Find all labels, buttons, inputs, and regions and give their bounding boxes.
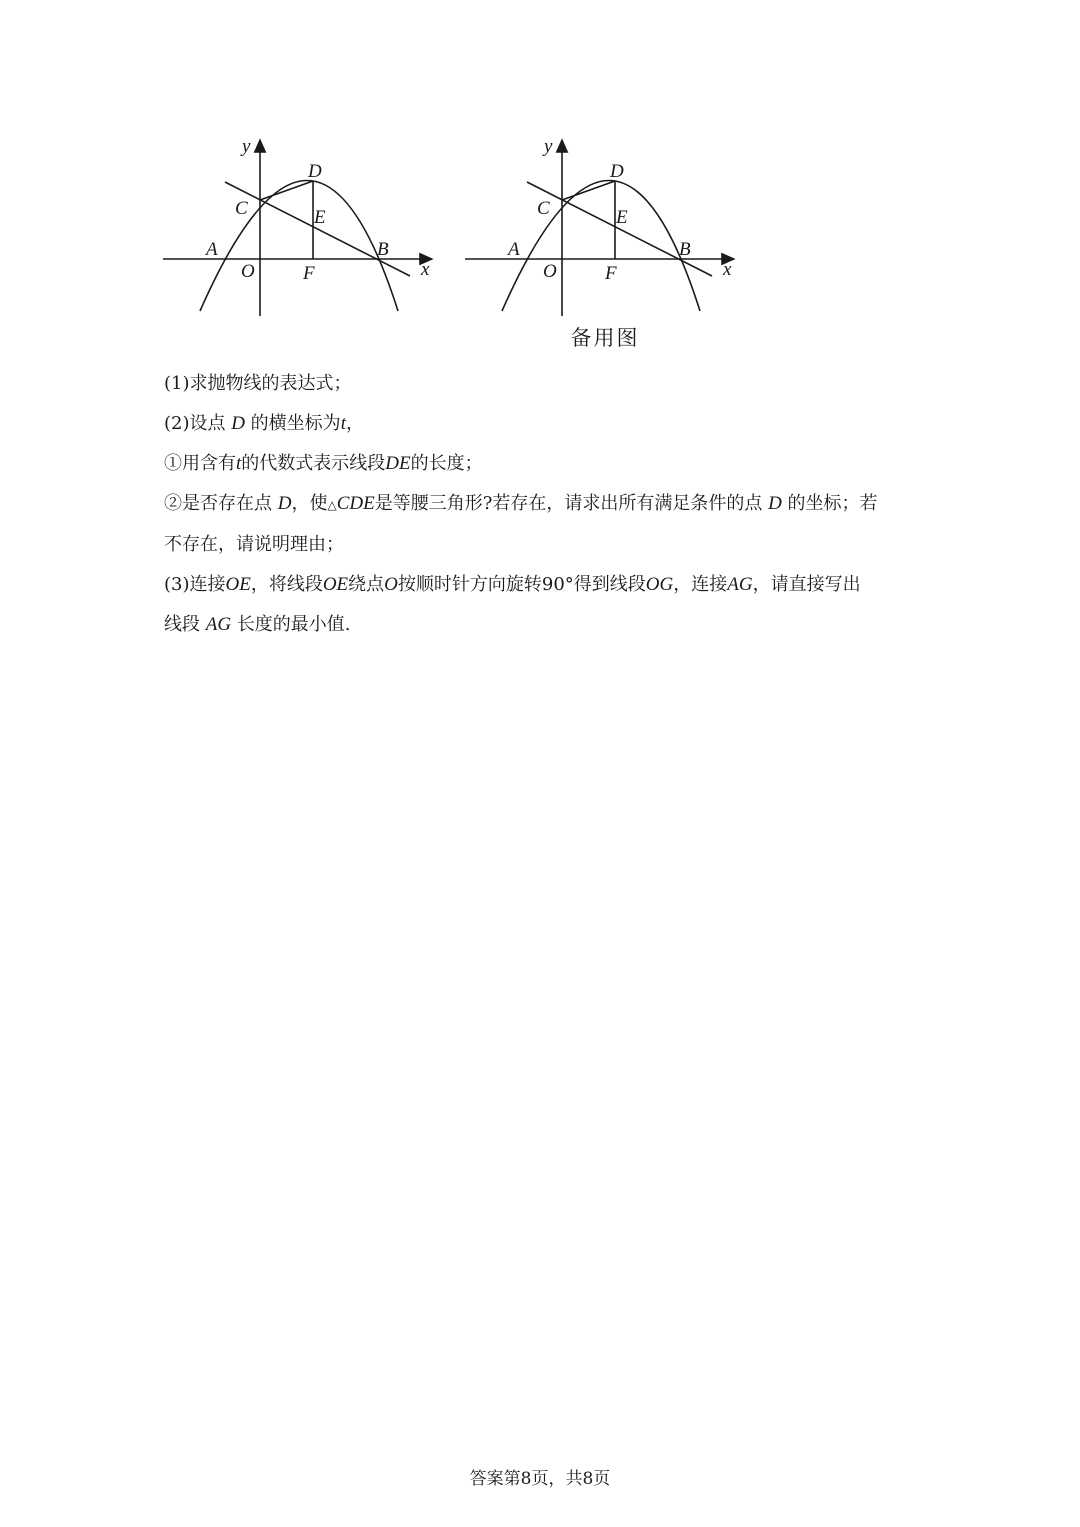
page-footer: 答案第8页，共8页 [469, 1469, 611, 1489]
label-x: x [723, 259, 732, 280]
parabola-curve [502, 181, 700, 312]
question-3: (3)连接OE，将线段OE绕点O按顺时针方向旋转90°得到线段OG，连接AG，请直接写出 [164, 574, 861, 595]
figure-main [160, 130, 440, 330]
segment-cd [562, 181, 615, 200]
figure-spare [462, 130, 742, 330]
segment-cd [260, 181, 313, 200]
label-c: C [235, 198, 248, 219]
label-d: D [610, 161, 624, 182]
question-2-part-2: ②是否存在点 D，使△CDE是等腰三角形?若存在，请求出所有满足条件的点 D 的坐标；若 [164, 493, 878, 514]
label-d: D [308, 161, 322, 182]
question-1: (1)求抛物线的表达式； [164, 373, 352, 394]
question-list [164, 364, 924, 645]
parabola-diagram-spare [462, 130, 742, 330]
label-b: B [377, 239, 389, 260]
label-x: x [421, 259, 430, 280]
question-2: (2)设点 D 的横坐标为t， [164, 413, 364, 434]
label-a: A [508, 239, 520, 260]
question-2-part-2-cont: 不存在，请说明理由； [164, 534, 344, 555]
label-y: y [544, 136, 553, 157]
parabola-curve [200, 181, 398, 312]
question-2-part-1: ①用含有t的代数式表示线段DE的长度； [164, 453, 483, 474]
label-a: A [206, 239, 218, 260]
label-o: O [543, 261, 557, 282]
label-f: F [605, 263, 617, 284]
label-b: B [679, 239, 691, 260]
label-f: F [303, 263, 315, 284]
figure-caption: 备用图 [570, 326, 640, 350]
label-e: E [616, 207, 628, 228]
question-3-cont: 线段 AG 长度的最小值. [164, 614, 351, 635]
label-y: y [242, 136, 251, 157]
label-o: O [241, 261, 255, 282]
triangle-symbol: △ [327, 498, 337, 512]
label-e: E [314, 207, 326, 228]
label-c: C [537, 198, 550, 219]
parabola-diagram [160, 130, 440, 330]
